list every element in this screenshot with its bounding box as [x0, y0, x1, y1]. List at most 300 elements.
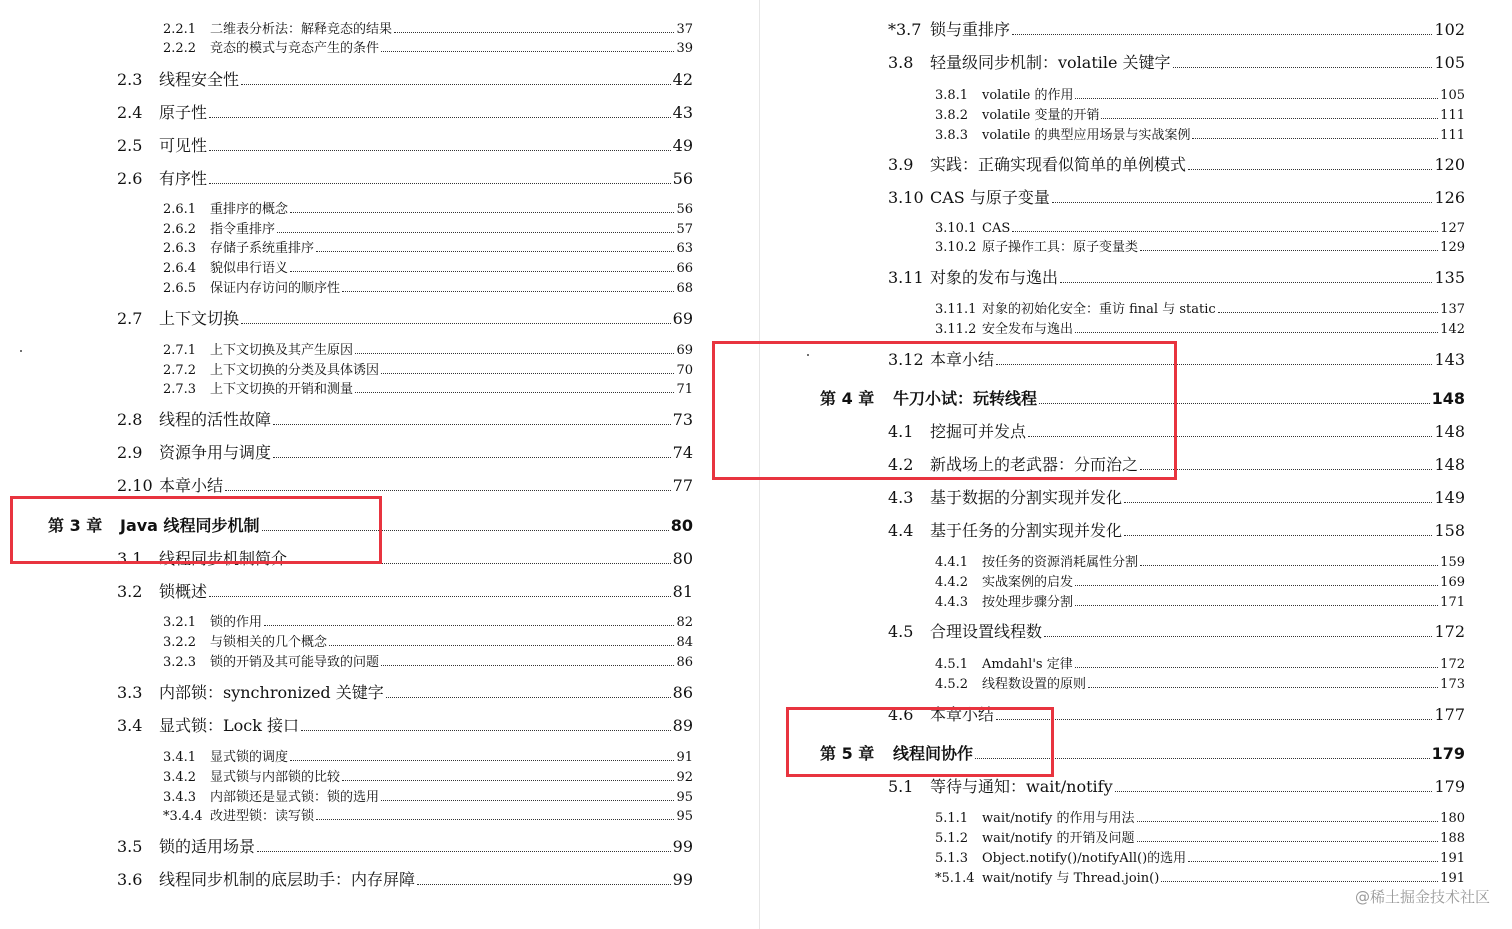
toc-entry-page-number: 172 [1440, 657, 1465, 672]
toc-entry-number: 2.6.4 [163, 261, 197, 276]
toc-entry-title: 锁与重排序 [930, 20, 1011, 39]
toc-entry-title: 保证内存访问的顺序性 [210, 281, 341, 296]
toc-leader-dots [342, 291, 674, 292]
toc-leader-dots [1075, 585, 1438, 586]
toc-entry-number: 2.2.1 [163, 22, 197, 37]
toc-entry-number: 2.2.2 [163, 41, 197, 56]
toc-entry-page-number: 171 [1440, 595, 1465, 610]
toc-entry-title: 对象的初始化安全：重访 final 与 static [982, 302, 1216, 317]
toc-entry-page-number: 177 [1434, 705, 1465, 724]
toc-leader-dots [209, 596, 671, 597]
toc-entry-title: 上下文切换的开销和测量 [210, 382, 354, 397]
toc-entry-title: 存储子系统重排序 [210, 241, 315, 256]
toc-entry-title: 显式锁与内部锁的比较 [210, 770, 341, 785]
toc-entry-number: 第 3 章 [48, 516, 103, 535]
toc-entry-page-number: 49 [672, 136, 693, 155]
toc-entry-number: 4.5.2 [935, 677, 969, 692]
toc-entry-page-number: 69 [676, 343, 693, 358]
toc-entry-title: 基于任务的分割实现并发化 [930, 521, 1123, 540]
toc-entry-sub [935, 89, 1465, 102]
toc-entry-number: 3.1 [117, 549, 143, 568]
toc-entry-title: 本章小结 [930, 350, 995, 369]
toc-entry-sec [117, 685, 693, 701]
toc-entry-page-number: 102 [1434, 20, 1465, 39]
toc-entry-number: 4.1 [888, 422, 914, 441]
toc-entry-sub [935, 658, 1465, 671]
toc-entry-number: 第 4 章 [820, 389, 875, 408]
toc-entry-number: 2.7.2 [163, 363, 197, 378]
toc-entry-page-number: 69 [672, 309, 693, 328]
toc-entry-title: 内部锁：synchronized 关键字 [159, 683, 384, 702]
toc-leader-dots [264, 625, 674, 626]
toc-leader-dots [1173, 67, 1433, 68]
toc-entry-number: 2.4 [117, 103, 143, 122]
toc-entry-number: 3.9 [888, 155, 914, 174]
toc-entry-number: 2.8 [117, 410, 143, 429]
toc-entry-number: 2.10 [117, 476, 153, 495]
toc-entry-sub [163, 42, 693, 55]
toc-entry-page-number: 148 [1431, 389, 1465, 408]
toc-entry-page-number: 111 [1440, 128, 1465, 143]
toc-entry-page-number: 81 [672, 582, 693, 601]
toc-entry-number: 3.8.1 [935, 88, 969, 103]
toc-entry-page-number: 105 [1434, 53, 1465, 72]
toc-entry-page-number: 120 [1434, 155, 1465, 174]
toc-entry-title: 线程同步机制简介 [159, 549, 288, 568]
toc-entry-page-number: 43 [672, 103, 693, 122]
watermark: @稀土掘金技术社区 [1354, 888, 1490, 906]
toc-entry-title: 有序性 [159, 169, 208, 188]
toc-entry-sec [117, 445, 693, 461]
toc-entry-number: *3.7 [888, 20, 922, 39]
toc-entry-title: 线程数设置的原则 [982, 677, 1087, 692]
toc-entry-page-number: 159 [1440, 555, 1465, 570]
toc-entry-sec [888, 270, 1465, 286]
toc-entry-number: 3.8 [888, 53, 914, 72]
toc-entry-sub [163, 791, 693, 804]
toc-entry-sec [117, 839, 693, 855]
toc-entry-sub [163, 23, 693, 36]
toc-leader-dots [241, 323, 671, 324]
toc-entry-title: 貌似串行语义 [210, 261, 289, 276]
toc-entry-title: CAS [982, 221, 1011, 236]
toc-entry-title: 线程间协作 [893, 744, 974, 763]
toc-entry-number: 2.3 [117, 70, 143, 89]
toc-entry-number: 2.6.1 [163, 202, 197, 217]
toc-leader-dots [381, 665, 674, 666]
toc-leader-dots [273, 457, 671, 458]
toc-entry-title: 锁的适用场景 [159, 837, 256, 856]
toc-entry-sub [935, 852, 1465, 865]
toc-entry-page-number: 179 [1434, 777, 1465, 796]
toc-leader-dots [1012, 34, 1432, 35]
scan-speck [20, 350, 22, 352]
toc-entry-page-number: 92 [676, 770, 693, 785]
toc-leader-dots [329, 645, 674, 646]
toc-entry-sub [163, 656, 693, 669]
toc-entry-page-number: 143 [1434, 350, 1465, 369]
toc-leader-dots [209, 150, 671, 151]
toc-leader-dots [1140, 565, 1438, 566]
toc-entry-page-number: 191 [1440, 851, 1465, 866]
toc-entry-title: 内部锁还是显式锁：锁的选用 [210, 790, 380, 805]
toc-entry-page-number: 142 [1440, 322, 1465, 337]
toc-leader-dots [290, 212, 674, 213]
toc-entry-page-number: 86 [672, 683, 693, 702]
toc-entry-page-number: 172 [1434, 622, 1465, 641]
toc-entry-page-number: 86 [676, 655, 693, 670]
toc-entry-title: CAS 与原子变量 [930, 188, 1050, 207]
toc-entry-title: 原子操作工具：原子变量类 [982, 240, 1139, 255]
toc-entry-sec [117, 584, 693, 600]
toc-entry-sub [935, 678, 1465, 691]
toc-entry-page-number: 66 [676, 261, 693, 276]
toc-entry-sec [888, 490, 1465, 506]
toc-leader-dots [1075, 98, 1438, 99]
toc-entry-number: 2.6.3 [163, 241, 197, 256]
toc-entry-sec [117, 138, 693, 154]
toc-entry-title: 与锁相关的几个概念 [210, 635, 328, 650]
toc-leader-dots [1012, 231, 1438, 232]
toc-entry-title: 牛刀小试：玩转线程 [893, 389, 1038, 408]
toc-entry-title: 二维表分析法：解释竞态的结果 [210, 22, 393, 37]
toc-entry-number: 3.11.2 [935, 322, 977, 337]
toc-entry-title: 原子性 [159, 103, 208, 122]
toc-entry-title: 资源争用与调度 [159, 443, 272, 462]
toc-entry-number: 4.4.2 [935, 575, 969, 590]
toc-entry-sub [163, 242, 693, 255]
toc-entry-sub [163, 223, 693, 236]
toc-entry-number: 3.10.1 [935, 221, 977, 236]
toc-entry-number: 3.10.2 [935, 240, 977, 255]
toc-entry-page-number: 91 [676, 750, 693, 765]
toc-entry-number: 4.4.3 [935, 595, 969, 610]
toc-leader-dots [1188, 169, 1432, 170]
toc-leader-dots [1218, 312, 1439, 313]
toc-leader-dots [1088, 687, 1438, 688]
toc-entry-title: 按处理步骤分割 [982, 595, 1074, 610]
toc-entry-page-number: 39 [676, 41, 693, 56]
toc-entry-title: 上下文切换的分类及具体诱因 [210, 363, 380, 378]
toc-entry-page-number: 126 [1434, 188, 1465, 207]
toc-entry-page-number: 63 [676, 241, 693, 256]
toc-entry-number: 3.4.3 [163, 790, 197, 805]
toc-entry-title: 按任务的资源消耗属性分割 [982, 555, 1139, 570]
toc-entry-sub [163, 262, 693, 275]
scan-speck [807, 354, 809, 356]
toc-entry-title: volatile 的典型应用场景与实战案例 [982, 128, 1191, 143]
toc-entry-number: 5.1.3 [935, 851, 969, 866]
toc-entry-page-number: 148 [1434, 455, 1465, 474]
toc-entry-title: 竞态的模式与竞态产生的条件 [210, 41, 380, 56]
toc-entry-page-number: 158 [1434, 521, 1465, 540]
toc-entry-title: 锁的开销及其可能导致的问题 [210, 655, 380, 670]
toc-leader-dots [381, 51, 674, 52]
toc-entry-page-number: 105 [1440, 88, 1465, 103]
toc-entry-sec [888, 190, 1465, 206]
toc-entry-page-number: 135 [1434, 268, 1465, 287]
toc-entry-number: 3.4.2 [163, 770, 197, 785]
toc-entry-title: 对象的发布与逸出 [930, 268, 1059, 287]
toc-entry-title: wait/notify 的开销及问题 [982, 831, 1135, 846]
toc-entry-number: 4.4 [888, 521, 914, 540]
toc-leader-dots [316, 251, 674, 252]
toc-leader-dots [1137, 841, 1439, 842]
toc-entry-number: 5.1 [888, 777, 914, 796]
toc-entry-page-number: 57 [676, 222, 693, 237]
toc-entry-sec [888, 624, 1465, 640]
toc-entry-number: 2.6.2 [163, 222, 197, 237]
toc-leader-dots [394, 32, 674, 33]
toc-entry-sec [117, 72, 693, 88]
toc-entry-title: wait/notify 的作用与用法 [982, 811, 1135, 826]
toc-entry-page-number: 148 [1434, 422, 1465, 441]
toc-entry-title: 线程安全性 [159, 70, 240, 89]
toc-entry-sub [163, 203, 693, 216]
toc-entry-number: 5.1.2 [935, 831, 969, 846]
toc-entry-page-number: 169 [1440, 575, 1465, 590]
toc-entry-title: 线程的活性故障 [159, 410, 272, 429]
toc-entry-page-number: 99 [672, 837, 693, 856]
toc-entry-title: 显式锁：Lock 接口 [159, 716, 300, 735]
toc-entry-number: 2.6 [117, 169, 143, 188]
toc-entry-sub [163, 771, 693, 784]
highlight-box-chapter-3 [10, 496, 382, 564]
highlight-box-chapter-5 [786, 707, 1054, 777]
toc-entry-title: 指令重排序 [210, 222, 276, 237]
toc-entry-number: 2.9 [117, 443, 143, 462]
toc-leader-dots [290, 271, 674, 272]
toc-entry-sub [163, 344, 693, 357]
toc-leader-dots [1044, 636, 1432, 637]
toc-leader-dots [209, 117, 671, 118]
toc-entry-page-number: 137 [1440, 302, 1465, 317]
toc-entry-title: 实践：正确实现看似简单的单例模式 [930, 155, 1187, 174]
toc-entry-title: 上下文切换及其产生原因 [210, 343, 354, 358]
toc-entry-page-number: 188 [1440, 831, 1465, 846]
toc-entry-page-number: 80 [672, 549, 693, 568]
toc-entry-title: 重排序的概念 [210, 202, 289, 217]
toc-entry-sub [935, 596, 1465, 609]
toc-entry-page-number: 129 [1440, 240, 1465, 255]
toc-entry-sub [935, 812, 1465, 825]
toc-entry-page-number: 173 [1440, 677, 1465, 692]
toc-leader-dots [1140, 250, 1438, 251]
toc-entry-sub [935, 832, 1465, 845]
toc-entry-page-number: 180 [1440, 811, 1465, 826]
toc-entry-title: Object.notify()/notifyAll()的选用 [982, 851, 1187, 866]
toc-leader-dots [1124, 535, 1432, 536]
toc-entry-number: 第 5 章 [820, 744, 875, 763]
toc-entry-sec [117, 105, 693, 121]
toc-entry-page-number: 95 [676, 809, 693, 824]
toc-entry-number: 3.11.1 [935, 302, 977, 317]
toc-entry-page-number: 70 [676, 363, 693, 378]
toc-entry-number: 4.4.1 [935, 555, 969, 570]
toc-entry-sec [117, 412, 693, 428]
toc-entry-number: 2.7.1 [163, 343, 197, 358]
toc-entry-sub [935, 323, 1465, 336]
toc-entry-sec [888, 157, 1465, 173]
toc-entry-sec [888, 523, 1465, 539]
toc-entry-title: 改进型锁：读写锁 [210, 809, 315, 824]
toc-entry-number: *5.1.4 [935, 871, 975, 886]
toc-leader-dots [1192, 138, 1438, 139]
toc-entry-sec [888, 779, 1465, 795]
toc-entry-number: 2.7 [117, 309, 143, 328]
toc-entry-title: 等待与通知：wait/notify [930, 777, 1113, 796]
toc-entry-sub [935, 576, 1465, 589]
toc-entry-number: 3.8.2 [935, 108, 969, 123]
toc-entry-number: 2.5 [117, 136, 143, 155]
toc-leader-dots [277, 232, 674, 233]
toc-leader-dots [355, 353, 674, 354]
toc-leader-dots [1140, 469, 1432, 470]
toc-entry-title: Amdahl's 定律 [982, 657, 1073, 672]
toc-leader-dots [342, 780, 674, 781]
toc-entry-number: 5.1.1 [935, 811, 969, 826]
toc-entry-sub [935, 556, 1465, 569]
toc-entry-sec [117, 311, 693, 327]
toc-entry-title: 基于数据的分割实现并发化 [930, 488, 1123, 507]
toc-entry-number: 3.11 [888, 268, 924, 287]
toc-entry-sub [935, 303, 1465, 316]
toc-entry-sub [935, 241, 1465, 254]
toc-leader-dots [290, 760, 674, 761]
toc-entry-number: 3.8.3 [935, 128, 969, 143]
toc-entry-number: 4.6 [888, 705, 914, 724]
toc-entry-title: Java 线程同步机制 [120, 516, 260, 535]
toc-leader-dots [1124, 502, 1432, 503]
toc-entry-sub [163, 282, 693, 295]
toc-entry-number: 3.2.2 [163, 635, 197, 650]
toc-entry-title: 实战案例的启发 [982, 575, 1074, 590]
toc-entry-sub [163, 616, 693, 629]
toc-entry-page-number: 56 [676, 202, 693, 217]
toc-entry-number: 3.4 [117, 716, 143, 735]
toc-leader-dots [386, 697, 671, 698]
toc-entry-page-number: 73 [672, 410, 693, 429]
toc-leader-dots [1101, 118, 1438, 119]
toc-entry-number: *3.4.4 [163, 809, 203, 824]
toc-entry-title: 安全发布与逸出 [982, 322, 1074, 337]
toc-entry-number: 4.2 [888, 455, 914, 474]
toc-entry-number: 3.10 [888, 188, 924, 207]
toc-entry-title: 锁的作用 [210, 615, 263, 630]
toc-entry-sub [163, 636, 693, 649]
toc-entry-page-number: 99 [672, 870, 693, 889]
toc-leader-dots [316, 819, 674, 820]
toc-entry-page-number: 191 [1440, 871, 1465, 886]
toc-entry-sec [888, 55, 1465, 71]
toc-entry-sec [117, 872, 693, 888]
toc-leader-dots [241, 84, 671, 85]
toc-entry-page-number: 84 [676, 635, 693, 650]
toc-entry-number: 3.4.1 [163, 750, 197, 765]
toc-entry-title: 可见性 [159, 136, 208, 155]
toc-leader-dots [996, 719, 1432, 720]
toc-entry-page-number: 149 [1434, 488, 1465, 507]
toc-leader-dots [417, 884, 671, 885]
toc-entry-title: 合理设置线程数 [930, 622, 1043, 641]
toc-entry-number: 4.3 [888, 488, 914, 507]
toc-entry-number: 3.2.1 [163, 615, 197, 630]
toc-leader-dots [225, 490, 671, 491]
toc-entry-sec [117, 171, 693, 187]
toc-entry-title: 显式锁的调度 [210, 750, 289, 765]
toc-entry-page-number: 37 [676, 22, 693, 37]
toc-leader-dots [301, 730, 671, 731]
toc-entry-sec [117, 718, 693, 734]
toc-entry-title: 上下文切换 [159, 309, 240, 328]
toc-leader-dots [355, 392, 674, 393]
toc-entry-title: 轻量级同步机制：volatile 关键字 [930, 53, 1171, 72]
toc-leader-dots [1075, 667, 1438, 668]
toc-entry-page-number: 77 [672, 476, 693, 495]
toc-leader-dots [273, 424, 671, 425]
toc-entry-number: 3.5 [117, 837, 143, 856]
toc-entry-page-number: 74 [672, 443, 693, 462]
toc-entry-sub [935, 222, 1465, 235]
toc-entry-sub [935, 872, 1465, 885]
toc-entry-number: 2.6.5 [163, 281, 197, 296]
toc-entry-page-number: 95 [676, 790, 693, 805]
toc-entry-sub [163, 364, 693, 377]
toc-entry-page-number: 111 [1440, 108, 1465, 123]
toc-entry-page-number: 179 [1431, 744, 1465, 763]
toc-entry-page-number: 56 [672, 169, 693, 188]
toc-entry-number: 3.2 [117, 582, 143, 601]
toc-leader-dots [381, 373, 674, 374]
toc-entry-page-number: 82 [676, 615, 693, 630]
toc-entry-sub [163, 751, 693, 764]
toc-leader-dots [209, 183, 671, 184]
highlight-box-chapter-4 [712, 341, 1177, 480]
toc-entry-number: 3.12 [888, 350, 924, 369]
toc-entry-title: wait/notify 与 Thread.join() [982, 871, 1160, 886]
toc-entry-title: 挖掘可并发点 [930, 422, 1027, 441]
toc-leader-dots [257, 851, 671, 852]
toc-entry-title: volatile 的作用 [982, 88, 1074, 103]
toc-entry-title: 本章小结 [930, 705, 995, 724]
toc-entry-number: 4.5 [888, 622, 914, 641]
toc-entry-sub [163, 810, 693, 823]
toc-leader-dots [1137, 821, 1439, 822]
toc-entry-page-number: 127 [1440, 221, 1465, 236]
toc-leader-dots [1161, 881, 1438, 882]
toc-entry-number: 3.6 [117, 870, 143, 889]
toc-entry-page-number: 80 [670, 516, 693, 535]
toc-entry-sec [117, 478, 693, 494]
toc-entry-page-number: 68 [676, 281, 693, 296]
toc-entry-sub [935, 129, 1465, 142]
toc-leader-dots [1060, 282, 1432, 283]
toc-entry-number: 2.7.3 [163, 382, 197, 397]
toc-leader-dots [1115, 791, 1433, 792]
toc-entry-page-number: 42 [672, 70, 693, 89]
toc-entry-page-number: 89 [672, 716, 693, 735]
toc-leader-dots [1075, 332, 1438, 333]
toc-entry-sub [163, 383, 693, 396]
toc-entry-sub [935, 109, 1465, 122]
toc-entry-title: 新战场上的老武器：分而治之 [930, 455, 1139, 474]
toc-entry-page-number: 71 [676, 382, 693, 397]
toc-entry-title: volatile 变量的开销 [982, 108, 1100, 123]
toc-leader-dots [1075, 605, 1438, 606]
toc-leader-dots [1188, 861, 1438, 862]
toc-entry-title: 线程同步机制的底层助手：内存屏障 [159, 870, 416, 889]
toc-entry-number: 4.5.1 [935, 657, 969, 672]
